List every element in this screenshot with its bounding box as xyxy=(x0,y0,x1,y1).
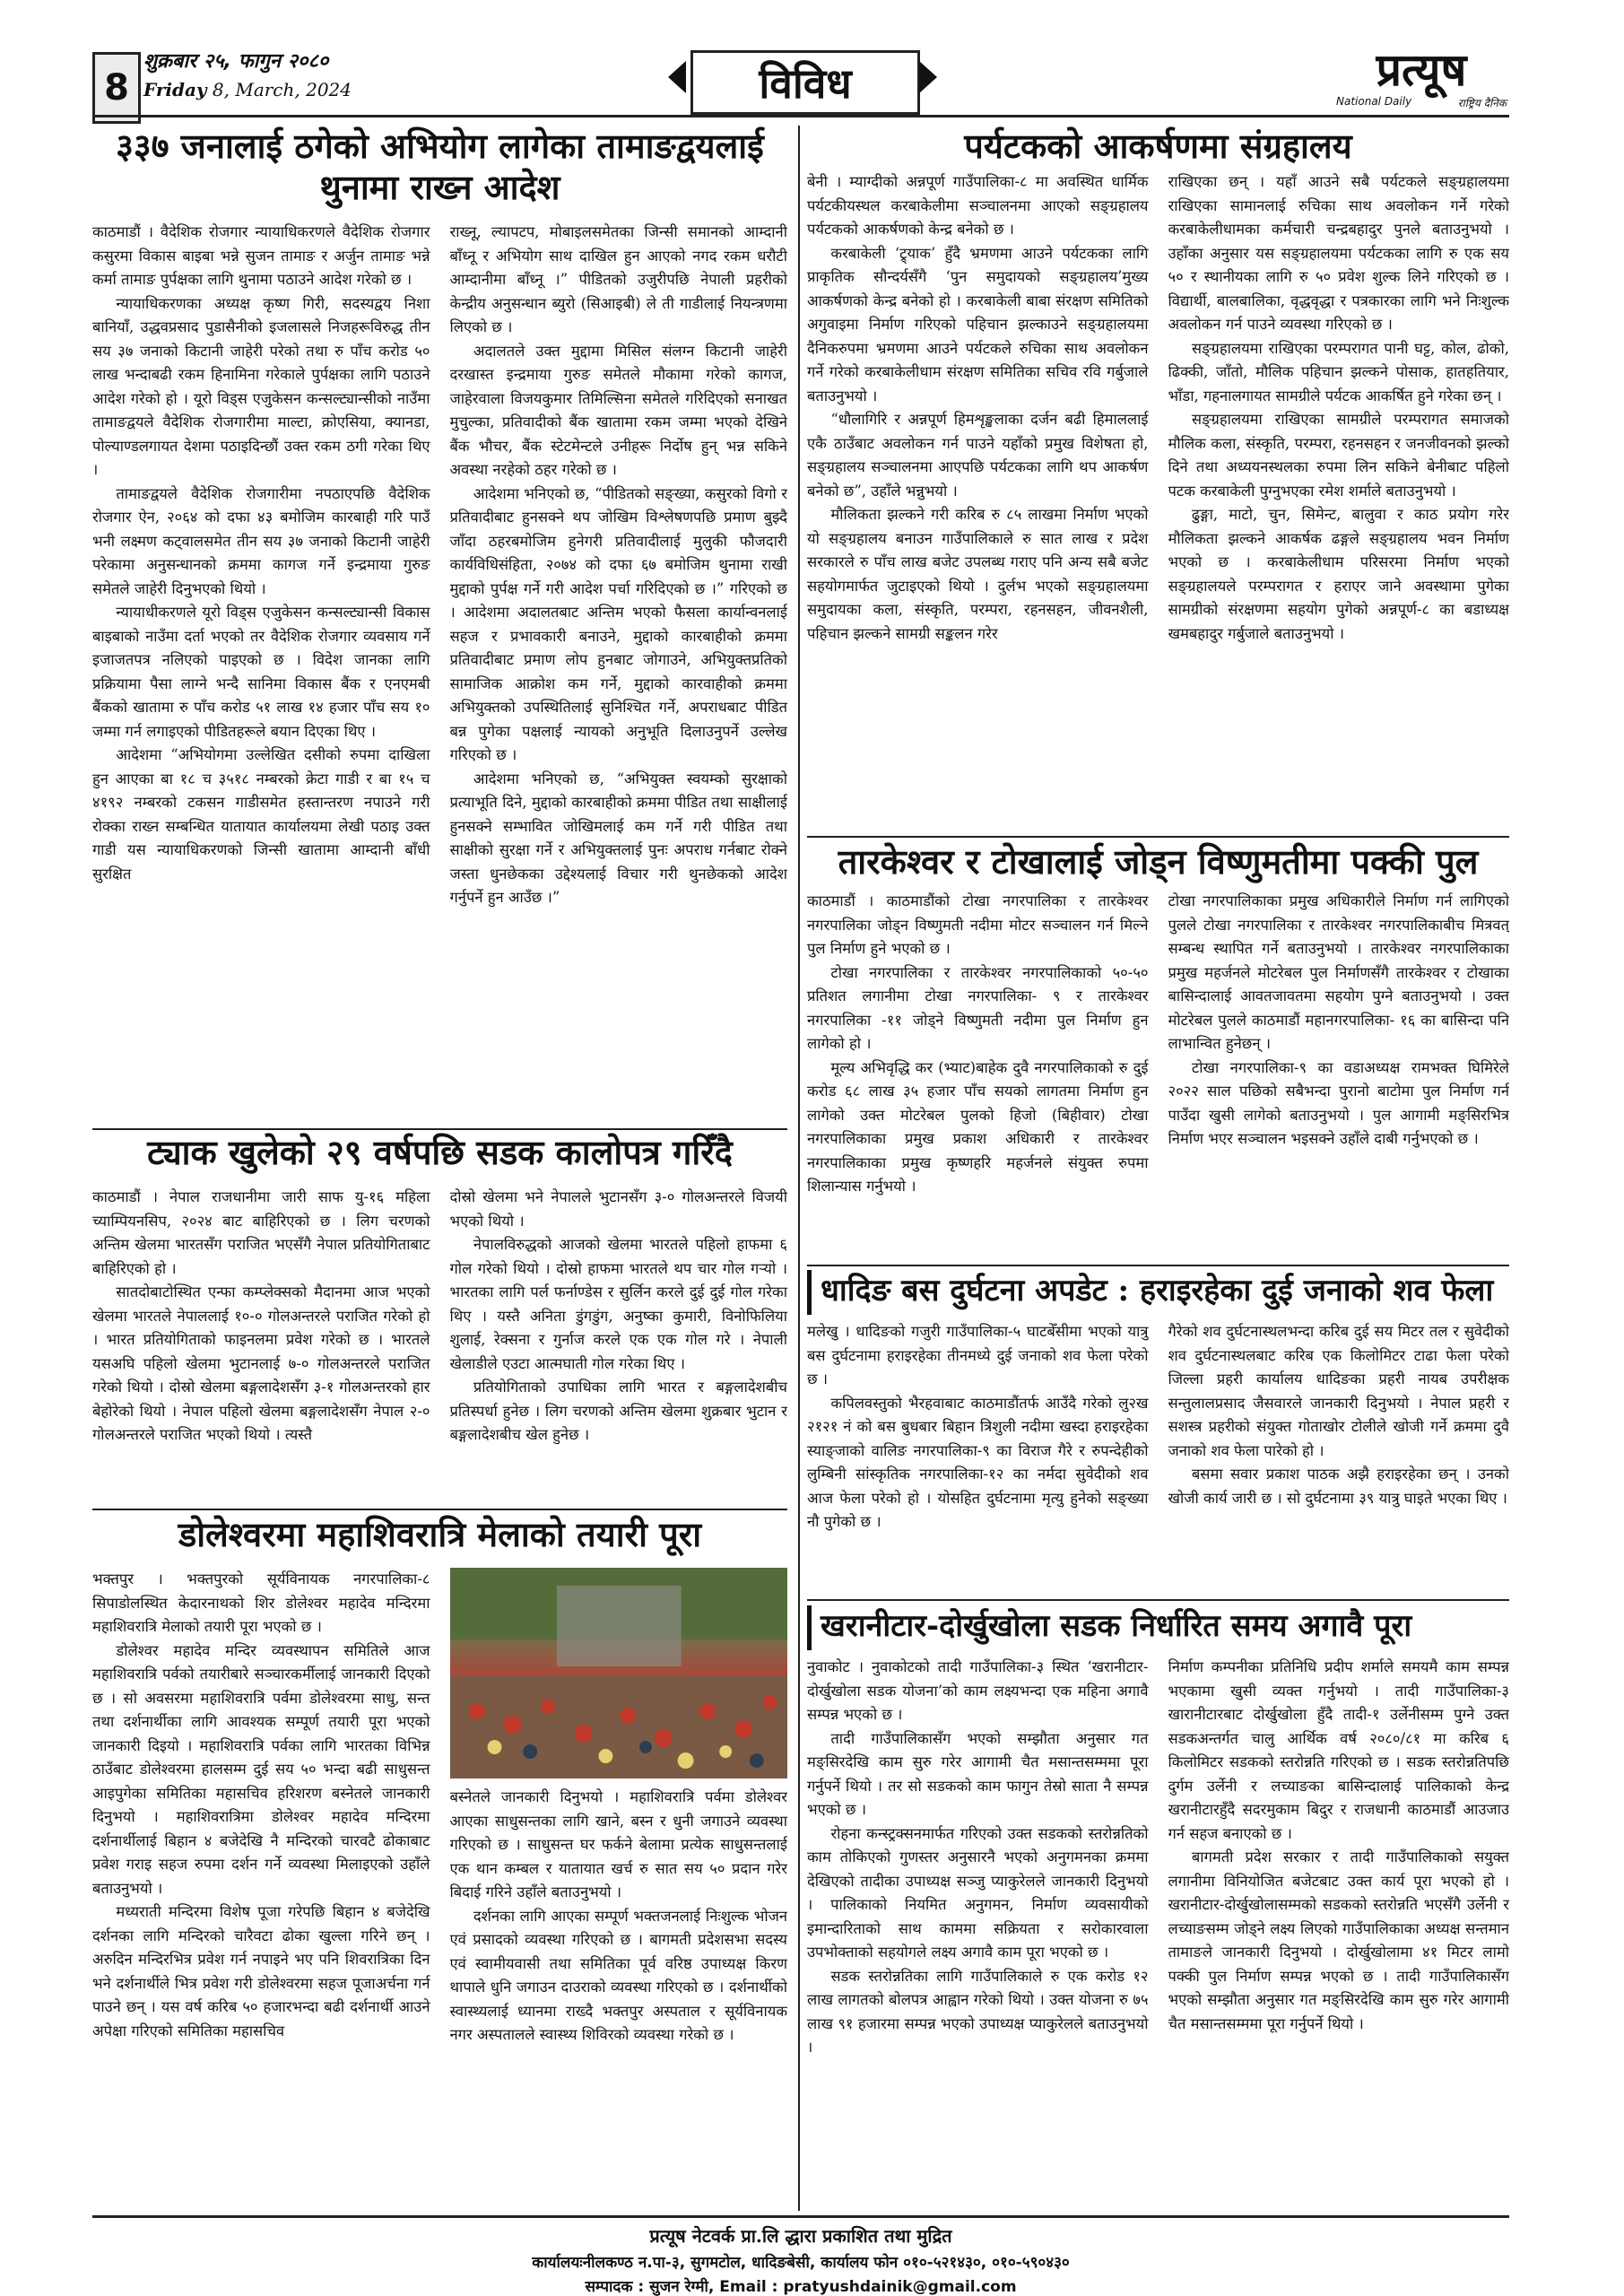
office-address: कार्यालयःनीलकण्ठ न.पा-३, सुगमटोल, धादिङबेसी, कार्यालय फोन ०१०-५२१४३०, ०१०-५९०४३० xyxy=(532,2254,1070,2272)
headline: तारकेश्वर र टोखालाई जोड्न विष्णुमतीमा पक्की पुल xyxy=(838,841,1479,882)
imprint-footer xyxy=(92,2215,1509,2296)
paragraph: गैरेको शव दुर्घटनास्थलभन्दा करिब दुई सय मिटर तल र सुवेदीको शव दुर्घटनास्थलबाट करिब एक किलोमिटर टाढा फेला परेको जिल्ला प्रहरी कार्यालय धादिङका प्रहरी नायब उपरीक्षक सन्तुलालप्रसाद जैसवारले जानकारी दिनुभयो । नेपाल प्रहरी र सशस्त्र प्रहरीको संयुक्त गोताखोर टोलीले खोजी गर्ने क्रममा दुवै जनाको शव फेला पारेको हो । xyxy=(1168,1323,1509,1459)
paragraph: भक्तपुर । भक्तपुरको सूर्यविनायक नगरपालिका-८ सिपाडोलस्थित केदारनाथको शिर डोलेश्वर महादेव मन्दिरमा महाशिवरात्रि मेलाको तयारी पूरा भएको छ । xyxy=(92,1570,430,1635)
article-bus-accident xyxy=(807,1270,1509,1597)
date-day: Friday xyxy=(143,79,207,100)
article-column xyxy=(92,221,430,1118)
article-column xyxy=(450,1568,788,2205)
article-divider xyxy=(807,1265,1509,1266)
paragraph: प्रतियोगिताको उपाधिका लागि भारत र बङ्गलादेशबीच प्रतिस्पर्धा हुनेछ । लिग चरणको अन्तिम खेलमा शुक्रबार भुटान र बङ्गलादेशबीच खेल हुनेछ । xyxy=(449,1378,787,1443)
paragraph: आदेशमा भनिएको छ, “पीडितको सङ्ख्या, कसुरको विगो र प्रतिवादीबाट हुनसक्ने थप जोखिम विश्लेषणपछि प्रमाण बुझ्दै जाँदा ठहरबमोजिम हुनेगरी प्रतिवादीलाई मुलुकी फौजदारी कार्यविधिसंहिता, २०७४ को दफा ६७ बमोजिम थुनामा राखी मुद्दाको पुर्पक्ष गर्ने गरी आदेश पर्चा गरिदिएको छ ।” गरिएको छ । आदेशमा अदालतबाट अन्तिम भएको फैसला कार्यान्वनलाई सहज र प्रभावकारी बनाउने, मुद्दाको कारबाहीको क्रममा प्रतिवादीबाट प्रमाण लोप हुनबाट जोगाउने, अभियुक्तप्रतिको सामाजिक आक्रोश कम गर्ने, मुद्दाको कारवाहीको क्रममा अभियुक्तको उपस्थितिलाई सुनिश्चित गर्ने, अपराधबाट पीडित बन्न पुगेका पक्षलाई न्यायको अनुभूति दिलाउनुपर्ने उल्लेख गरिएको छ । xyxy=(449,484,787,763)
paragraph: निर्माण कम्पनीका प्रतिनिधि प्रदीप शर्माले समयमै काम सम्पन्न भएकामा खुसी व्यक्त गर्नुभयो । तादी गाउँपालिका-३ खारानीटारबाट दोर्खुखोला हुँदै तादी-१ उर्लेनीसम्म पुग्ने उक्त सडकअन्तर्गत चालु आर्थिक वर्ष २०८०/८१ मा करिब ६ किलोमिटर सडकको स्तरोन्नति गरिएको छ । सडक स्तरोन्नतिपछि दुर्गम उर्लेनी र लच्याङका बासिन्दालाई पालिकाको केन्द्र खरानीटारहुँदै सदरमुकाम बिदुर र राजधानी काठमाडौं आउजाउ गर्न सहज बनाएको छ । xyxy=(1168,1658,1509,1842)
article-column xyxy=(807,170,1149,830)
paragraph: डोलेश्वर महादेव मन्दिर व्यवस्थापन समितिले आज महाशिवरात्रि पर्वको तयारीबारे सञ्चारकर्मीलाई जानकारी दिएको छ । सो अवसरमा महाशिवरात्रि पर्वमा डोलेश्वरमा साधु, सन्त तथा दर्शनार्थीका लागि आवश्यक सम्पूर्ण तयारी पूरा भएको जानकारी दिइयो । महाशिवरात्रि पर्वका लागि भारतका विभिन्न ठाउँबाट डोलेश्वरमा हालसम्म दुई सय ५० भन्दा बढी साधुसन्त आइपुगेका समितिका महासचिव हरिशरण बस्नेतले जानकारी दिनुभयो । महाशिवरात्रिमा डोलेश्वर महादेव मन्दिरमा दर्शनार्थीलाई बिहान ४ बजेदेखि नै मन्दिरको चारवटै ढोकाबाट प्रवेश गराइ सहज रुपमा दर्शन गर्ने व्यवस्था मिलाइएको उहाँले बताउनुभयो । xyxy=(92,1641,430,1897)
article-column xyxy=(807,1320,1149,1594)
article-column xyxy=(450,1186,788,1504)
paragraph: राख्नू, ल्यापटप, मोबाइलसमेतका जिन्सी समानको आम्दानी बाँध्नू र अभियोग साथ दाखिल हुन आएको नगद रकम धरौटी आम्दानीमा बाँध्नू ।” पीडितको उजुरीपछि नेपाली प्रहरीको केन्द्रीय अनुसन्धान ब्युरो (सिआइबी) ले ती गाडीलाई नियन्त्रणमा लिएको छ । xyxy=(449,223,787,335)
article-divider xyxy=(807,1599,1509,1601)
article-divider xyxy=(807,836,1509,838)
arrow-right-icon xyxy=(919,61,937,93)
paragraph: काठमाडौं । नेपाल राजधानीमा जारी साफ यु-१६ महिला च्याम्पियनसिप, २०२४ बाट बाहिरिएको छ । लिग चरणको अन्तिम खेलमा भारतसँग पराजित भएसँगै नेपाल प्रतियोगिताबाट बाहिरिएको हो । xyxy=(92,1188,430,1277)
article-museum xyxy=(807,126,1509,834)
paragraph: न्यायाधीकरणले यूरो विड्स एजुकेसन कन्सल्ट्यान्सी विकास बाइबाको नाउँमा दर्ता भएको तर वैदेशिक रोजगार व्यवसाय गर्ने इजाजतपत्र नलिएको पाइएको छ । विदेश जानका लागि प्रक्रियामा पैसा लाग्ने भन्दै सानिमा विकास बैंक र एनएमबी बैंकको खातामा रु पाँच करोड ५१ लाख १४ हजार पाँच सय १० जम्मा गर्न लगाइएको पीडितहरूले बयान दिएका थिए । xyxy=(92,604,430,740)
paragraph: सङ्ग्रहालयमा राखिएका सामग्रीले परम्परागत समाजको मौलिक कला, संस्कृति, परम्परा, रहनसहन र जनजीवनको झल्को दिने तथा अध्ययनस्थलका रुपमा लिन सकिने बेनीबाट पहिलो पटक करबाकेली पुग्नुभएका रमेश शर्माले बताउनुभयो । xyxy=(1168,411,1509,500)
paragraph: अदालतले उक्त मुद्दामा मिसिल संलग्न किटानी जाहेरी दरखास्त इन्द्रमाया गुरुङ समेतले मौकामा गरेको कागज, जाहेरवाला विजयकुमार तिमिल्सिना समेतले गरिदिएको सनाखत मुचुल्का, प्रतिवादीको बैंक खातामा रकम जम्मा भएको देखिने बैंक भौचर, बैंक स्टेटमेन्टले उनीहरू निर्दोष हुन् भन्न सकिने अवस्था नरहेको ठहर गरेको छ । xyxy=(449,342,787,478)
paragraph: दोस्रो खेलमा भने नेपालले भुटानसँग ३-० गोलअन्तरले विजयी भएको थियो । xyxy=(449,1188,787,1230)
article-thagi xyxy=(92,126,787,1126)
paragraph: दर्शनका लागि आएका सम्पूर्ण भक्तजनलाई निःशुल्क भोजन एवं प्रसादको व्यवस्था गरिएको छ । बागमती प्रदेशसभा सदस्य एवं स्वामीयवासी तथा समितिका पूर्व वरिष्ठ उपाध्यक्ष किरण थापाले धुनि जगाउन दाउराको व्यवस्था गरिएको छ । दर्शनार्थीको स्वास्थ्यलाई ध्यानमा राख्दै भक्तपुर अस्पताल र सूर्यविनायक नगर अस्पतालले स्वास्थ्य शिविरको व्यवस्था गरेको छ । xyxy=(449,1907,787,2043)
paragraph: टोखा नगरपालिका र तारकेश्वर नगरपालिकाको ५०-५० प्रतिशत लगानीमा टोखा नगरपालिका- ९ र तारकेश्वर नगरपालिका -११ जोड्ने विष्णुमती नदीमा पुल निर्माण हुन लागेको हो । xyxy=(807,963,1149,1052)
paragraph: मध्यराती मन्दिरमा विशेष पूजा गरेपछि बिहान ४ बजेदेखि दर्शनका लागि मन्दिरको चारैवटा ढोका खुल्ला गरिने छन् । अरुदिन मन्दिरभित्र प्रवेश गर्न नपाइने भए पनि शिवरात्रिका दिन भने दर्शनार्थीले भित्र प्रवेश गरी डोलेश्वरमा सहज पूजाअर्चना गर्न पाउने छन् । यस वर्ष करिब ५० हजारभन्दा बढी दर्शनार्थी आउने अपेक्षा गरिएको समितिका महासचिव xyxy=(92,1903,430,2039)
paragraph: मौलिकता झल्कने गरी करिब रु ८५ लाखमा निर्माण भएको यो सङ्ग्रहालय बनाउन गाउँपालिकाले रु सात लाख र प्रदेश सरकारले रु पाँच लाख बजेट उपलब्ध गराए पनि अन्य सबै बजेट सहयोगमार्फत जुटाइएको थियो । दुर्लभ भएको सङ्ग्रहालयमा समुदायका कला, संस्कृति, परम्परा, रहनसहन, जीवनशैली, पहिचान झल्कने सामग्री सङ्कलन गरेर xyxy=(807,506,1149,642)
date-english xyxy=(143,79,430,100)
arrow-left-icon xyxy=(668,61,686,93)
article-doleshwor xyxy=(92,1514,787,2209)
paragraph: सडक स्तरोन्नतिका लागि गाउँपालिकाले रु एक करोड १२ लाख लागतको बोलपत्र आह्वान गरेको थियो । उक्त योजना रु ७५ लाख ९१ हजारमा सम्पन्न भएको उपाध्यक्ष प्याकुरेलले बताउनुभयो । xyxy=(807,1967,1149,2056)
headline: पर्यटकको आकर्षणमा संग्रहालय xyxy=(964,126,1352,166)
paragraph: आदेशमा “अभियोगमा उल्लेखित दसीको रुपमा दाखिला हुन आएका बा १८ च ३५१८ नम्बरको क्रेटा गाडी र बा १५ च ४१९२ नम्बरको टकसन गाडीसमेत हस्तान्तरण नपाउने गरी रोक्का राख्न सम्बन्धित यातायात कार्यालयमा लेखी पठाइ उक्त गाडी यस न्यायाधिकरणको जिन्सी खातामा आम्दानी बाँधी सुरक्षित xyxy=(92,746,430,883)
paragraph: आदेशमा भनिएको छ, “अभियुक्त स्वयम्को सुरक्षाको प्रत्याभूति दिने, मुद्दाको कारबाहीको क्रममा पीडित तथा साक्षीलाई हुनसक्ने सम्भावित जोखिमलाई कम गर्ने गरी पीडित तथा साक्षीको सुरक्षा गर्ने र अभियुक्तलाई पुनः अपराध गर्नबाट रोक्ने जस्ता धुनछेकका उद्देश्यलाई विचार गरी थुनछेकको आदेश गर्नुपर्ने हुन आउँछ ।” xyxy=(449,770,787,906)
photo-illustration xyxy=(450,1568,788,1779)
paragraph: तामाङद्वयले वैदेशिक रोजगारीमा नपठाएपछि वैदेशिक रोजगार ऐन, २०६४ को दफा ४३ बमोजिम कारबाही गरि पाउँ भनी लक्ष्मण कट्वालसमेत तीन सय ३७ जनाको किटानी जाहेरी परेकामा अनुसन्धानको क्रममा कागज गर्ने इन्द्रमाया गुरुङ समेतले जाहेरी दिनुभएको थियो । xyxy=(92,484,430,597)
paragraph: बसमा सवार प्रकाश पाठक अझै हराइरहेका छन् । उनको खोजी कार्य जारी छ । सो दुर्घटनामा ३९ यात्रु घाइते भएका थिए । xyxy=(1168,1465,1509,1507)
paragraph: मूल्य अभिवृद्धि कर (भ्याट)बाहेक दुवै नगरपालिकाको रु दुई करोड ६८ लाख ३५ हजार पाँच सयको लागतमा निर्माण हुन लागेको उक्त मोटरेबल पुलको हिजो (बिहीवार) टोखा नगरपालिकाका प्रमुख प्रकाश अधिकारी र तारकेश्वर नगरपालिकाका प्रमुख कृष्णहरि महर्जनले संयुक्त रुपमा शिलान्यास गर्नुभयो । xyxy=(807,1058,1149,1195)
paragraph: बेनी । म्याग्दीको अन्नपूर्ण गाउँपालिका-८ मा अवस्थित धार्मिक पर्यटकीयस्थल करबाकेलीमा सञ्चालनमा आएको सङ्ग्रहालय पर्यटकको आकर्षणको केन्द्र बनेको छ । xyxy=(807,173,1149,238)
article-divider xyxy=(92,1128,787,1130)
masthead-logo xyxy=(1327,45,1515,115)
headline: ट्याक खुलेको २९ वर्षपछि सडक कालोपत्र गरिँदै xyxy=(147,1132,733,1172)
paragraph: नुवाकोट । नुवाकोटको तादी गाउँपालिका-३ स्थित ‘खरानीटार-दोर्खुखोला सडक योजना’को काम लक्ष्यभन्दा एक महिना अगावै सम्पन्न भएको छ । xyxy=(807,1658,1149,1723)
paragraph: “धौलागिरि र अन्नपूर्ण हिमशृङ्खलाका दर्जन बढी हिमाललाई एकै ठाउँबाट अवलोकन गर्न पाउने यहाँको प्रमुख विशेषता हो, सङ्ग्रहालय सञ्चालनमा आएपछि पर्यटकका लागि थप आकर्षण बनेको छ”, उहाँले भन्नुभयो । xyxy=(807,411,1149,500)
headline: ३३७ जनालाई ठगेको अभियोग लागेका तामाङद्वयलाई थुनामा राख्न आदेश xyxy=(116,126,764,207)
paragraph: सङ्ग्रहालयमा राखिएका परम्परागत पानी घट्ट, कोल, ढोको, ढिक्की, जाँतो, मौलिक पहिचान झल्कने पोसाक, हातहतियार, भाँडा, गहनालगायत सामग्रीले पर्यटक आकर्षित हुने गरेका छन् । xyxy=(1168,339,1509,404)
date-nepali: शुक्रबार २५, फागुन २०८० xyxy=(143,50,329,73)
paragraph: टोखा नगरपालिका-९ का वडाअध्यक्ष रामभक्त घिमिरेले २०२२ साल पछिको सबैभन्दा पुरानो बाटोमा पुल निर्माण गर्न पाउँदा खुसी लागेको बताउनुभयो । पुल आगामी मङ्सिरभित्र निर्माण भएर सञ्चालन भइसक्ने उहाँले दाबी गर्नुभएको छ । xyxy=(1168,1058,1509,1147)
article-column xyxy=(92,1186,430,1504)
logo-sub-right: राष्ट्रिय दैनिक xyxy=(1457,97,1507,109)
headline: खरानीटार-दोर्खुखोला सडक निर्धारित समय अगावै पूरा xyxy=(807,1605,1509,1650)
paragraph: ढुङ्गा, माटो, चुन, सिमेन्ट, बालुवा र काठ प्रयोग गरेर मौलिकता झल्कने आकर्षक ढङ्गले सङ्ग्रहालय भवन निर्माण भएको छ । करबाकेलीधाम परिसरमा निर्माण भएको सङ्ग्रहालयले परम्परागत र हराएर जाने अवस्थामा पुगेका सामग्रीको संरक्षणमा सहयोग पुगेको अन्नपूर्ण-८ का बडाध्यक्ष खमबहादुर गर्बुजाले बताउनुभयो । xyxy=(1168,506,1509,642)
article-column xyxy=(1168,1320,1510,1594)
article-column xyxy=(1168,170,1510,830)
logo-sub-left: National Daily xyxy=(1336,95,1412,108)
article-column xyxy=(450,221,788,1118)
article-football xyxy=(92,1132,787,1509)
page-column-divider xyxy=(798,126,800,2211)
headline: धादिङ बस दुर्घटना अपडेट : हराइरहेका दुई जनाको शव फेला xyxy=(807,1270,1509,1315)
page-number: 8 xyxy=(92,52,141,124)
paragraph: कपिलवस्तुको भैरहवाबाट काठमाडौंतर्फ आउँदै गरेको लु२ख २१२१ नं को बस बुधबार बिहान त्रिशुली नदीमा खस्दा हराइरहेका स्याङ्जाको वालिङ नगरपालिका-९ का विराज गैरे र रुपन्देहीको लुम्बिनी सांस्कृतिक नगरपालिका-१२ का नर्मदा सुवेदीको शव आज फेला परेको हो । योसहित दुर्घटनामा मृत्यु हुनेको सङ्ख्या नौ पुगेको छ । xyxy=(807,1394,1149,1530)
paragraph: रोहना कन्स्ट्रक्सनमार्फत गरिएको उक्त सडकको स्तरोन्नतिको काम तोकिएको गुणस्तर अनुसारनै भएको अनुगमनका क्रममा देखिएको तादीका उपाध्यक्ष सञ्जु प्याकुरेलले जानकारी दिनुभयो । पालिकाको नियमित अनुगमन, निर्माण व्यवसायीको इमान्दारिताको साथ काममा सक्रियता र सरोकारवाला उपभोक्ताको सहयोगले लक्ष्य अगावै काम पूरा भएको छ । xyxy=(807,1824,1149,1961)
headline: डोलेश्वरमा महाशिवरात्रि मेलाको तयारी पूरा xyxy=(178,1514,702,1554)
article-column xyxy=(807,1656,1149,2205)
article-column xyxy=(92,1568,430,2205)
publisher-line: प्रत्यूष नेटवर्क प्रा.लि द्धारा प्रकाशित तथा मुद्रित xyxy=(649,2225,952,2247)
paragraph: न्यायाधिकरणका अध्यक्ष कृष्ण गिरी, सदस्यद्वय निशा बानियाँ, उद्धवप्रसाद पुडासैनीको इजलासले निजहरूविरुद्ध तीन सय ३७ जनाको किटानी जाहेरी परेको तथा रु पाँच करोड ५० लाख भन्दाबढी रकम हिनामिना गरेकाले पुर्पक्षका लागि पठाउने आदेश गरेको हो । यूरो विड्स एजुकेसन कन्सल्ट्यान्सीको नाउँमा तामाङद्वयले वैदेशिक रोजगारीमा माल्टा, क्रोएसिया, क्यानडा, पोल्याण्डलगायत देशमा पठाइदिन्छौं उक्त रकम ठगी गरेका थिए । xyxy=(92,294,430,478)
paragraph: बस्नेतले जानकारी दिनुभयो । महाशिवरात्रि पर्वमा डोलेश्वर आएका साधुसन्तका लागि खाने, बस्न र धुनी जगाउने व्यवस्था गरिएको छ । साधुसन्त घर फर्कने बेलामा प्रत्येक साधुसन्तलाई एक थान कम्बल र यातायात खर्च रु सात सय ५० प्रदान गरेर बिदाई गरिने उहाँले बताउनुभयो । xyxy=(449,1788,787,1900)
paragraph: बागमती प्रदेश सरकार र तादी गाउँपालिकाको सयुक्त लगानीमा विनियोजित बजेटबाट उक्त कार्य पूरा भएको हो । खरानीटार-दोर्खुखोलासम्मको सडकको स्तरोन्नति भएसँगै उर्लेनी र लच्याङसम्म जोड्ने लक्ष्य लिएको गाउँपालिकाका अध्यक्ष सन्तमान तामाङले जानकारी दिनुभयो । दोर्खुखोलामा ४१ मिटर लामो पक्की पुल निर्माण सम्पन्न भएको छ । तादी गाउँपालिकासँग भएको सम्झौता अनुसार गत मङ्सिरदेखि काम सुरु गरेर आगामी चैत मसान्तसम्ममा पूरा गर्नुपर्ने थियो । xyxy=(1168,1848,1509,2032)
article-column xyxy=(807,890,1149,1259)
paragraph: नेपालविरुद्धको आजको खेलमा भारतले पहिलो हाफमा ६ गोल गरेको थियो । दोस्रो हाफमा भारतले थप चार गोल गऱ्यो । भारतका लागि पर्ल फर्नाण्डेस र सुर्लिन करले दुई दुई गोल गरेका थिए । यस्तै अनिता डुंगडुंग, अनुष्का कुमारी, विनोफिलिया शुलाई, रेक्सना र गुर्नाज करले एक एक गोल गरे । नेपाली खेलाडीले एउटा आत्मघाती गोल गरेका थिए । xyxy=(449,1236,787,1372)
paragraph: टोखा नगरपालिकाका प्रमुख अधिकारीले निर्माण गर्न लागिएको पुलले टोखा नगरपालिका र तारकेश्वर नगरपालिकाबीच मित्रवत् सम्बन्ध स्थापित गर्ने बताउनुभयो । तारकेश्वर नगरपालिकाका प्रमुख महर्जनले मोटरेबल पुल निर्माणसँगै तारकेश्वर र टोखाका बासिन्दालाई आवतजावतमा सहयोग पुग्ने बताउनुभयो । उक्त मोटरेबल पुलले काठमाडौं महानगरपालिका- १६ का बासिन्दा पनि लाभान्वित हुनेछन् । xyxy=(1168,892,1509,1052)
editor-email: सम्पादक : सुजन रेग्मी, Email : pratyushdainik@gmail.com xyxy=(585,2278,1017,2296)
temple-crowd-photo xyxy=(450,1568,788,1779)
paragraph: सातदोबाटोस्थित एन्फा कम्प्लेक्सको मैदानमा आज भएको खेलमा भारतले नेपाललाई १०-० गोलअन्तरले पराजित गरेको हो । भारत प्रतियोगिताको फाइनलमा प्रवेश गरेको छ । भारतले यसअघि पहिलो खेलमा भुटानलाई ७-० गोलअन्तरले पराजित गरेको थियो । दोस्रो खेलमा बङ्गलादेशसँग ३-१ गोलअन्तरको हार बेहोरेको थियो । नेपाल पहिलो खेलमा बङ्गलादेशसँग नेपाल २-० गोलअन्तरले पराजित भएको थियो । त्यस्तै xyxy=(92,1283,430,1443)
header-rule xyxy=(92,115,1509,117)
date-value: 8, March, 2024 xyxy=(212,79,352,100)
paragraph: मलेखु । धादिङको गजुरी गाउँपालिका-५ घाटबेँसीमा भएको यात्रु बस दुर्घटनामा हराइरहेका तीनमध्ये दुई जनाको शव फेला परेको छ । xyxy=(807,1323,1149,1387)
paragraph: राखिएका छन् । यहाँ आउने सबै पर्यटकले सङ्ग्रहालयमा राखिएका सामानलाई रुचिका साथ अवलोकन गर्ने गरेको करबाकेलीधामका कर्मचारी चन्द्रबहादुर पुनले बताउनुभयो । उहाँका अनुसार यस सङ्ग्रहालयमा पर्यटकका लागि रु एक सय ५० र स्थानीयका लागि रु ५० प्रवेश शुल्क लिने गरिएको छ । विद्यार्थी, बालबालिका, वृद्धवृद्धा र पत्रकारका लागि भने निःशुल्क अवलोकन गर्न पाउने व्यवस्था गरिएको छ । xyxy=(1168,173,1509,333)
paragraph: काठमाडौं । काठमाडौंको टोखा नगरपालिका र तारकेश्वर नगरपालिका जोड्न विष्णुमती नदीमा मोटर सञ्चालन गर्न मिल्ने पुल निर्माण हुने भएको छ । xyxy=(807,892,1149,957)
section-title: विविध xyxy=(690,50,920,115)
article-bridge xyxy=(807,841,1509,1263)
paragraph: करबाकेली ‘ट्र्याक’ हुँदै भ्रमणमा आउने पर्यटकका लागि प्राकृतिक सौन्दर्यसँगै ‘पुन समुदायको सङ्ग्रहालय’मुख्य आकर्षणको केन्द्र बनेको हो । करबाकेली बाबा संरक्षण समितिको अगुवाइमा निर्माण गरिएको पहिचान झल्काउने सङ्ग्रहालयमा दैनिकरुपमा भ्रमणमा आउने पर्यटकले रुचिका साथ अवलोकन गर्ने गरेको करबाकेलीधाम संरक्षण समितिका सचिव रवि गर्बुजाले बताउनुभयो । xyxy=(807,244,1149,404)
article-road xyxy=(807,1605,1509,2211)
issue-date xyxy=(143,47,430,109)
article-column xyxy=(1168,890,1510,1259)
article-divider xyxy=(92,1509,787,1510)
article-column xyxy=(1168,1656,1510,2205)
logo-text: प्रत्यूष xyxy=(1376,43,1467,96)
paragraph: काठमाडौं । वैदेशिक रोजगार न्यायाधिकरणले वैदेशिक रोजगार कसुरमा विकास बाइबा भन्ने सुजन तामाङ र अर्जुन तामाङ भन्ने कर्मा तामाङ पुर्पक्षका लागि थुनामा पठाउने आदेश गरेको छ । xyxy=(92,223,430,288)
paragraph: तादी गाउँपालिकासँग भएको सम्झौता अनुसार गत मङ्सिरदेखि काम सुरु गरेर आगामी चैत मसान्तसम्ममा पूरा गर्नुपर्ने थियो । तर सो सडकको काम फागुन तेस्रो साता नै सम्पन्न भएको छ । xyxy=(807,1729,1149,1818)
